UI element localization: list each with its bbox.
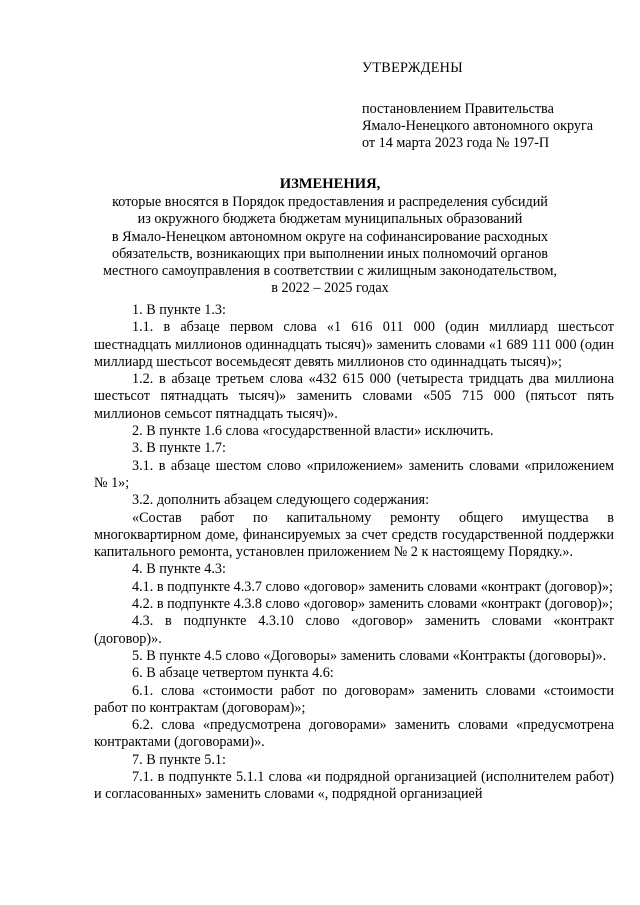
item-1: 1. В пункте 1.3: xyxy=(132,302,226,318)
item-1-1: 1.1. в абзаце первом слова «1 616 011 000 (один миллиард шестьсот шестнадцать миллионов одиннадцать тысяч)» заменить словами «1 689 111 000 (один миллиард шестьсот восемьдесят девять миллионов сто одиннадцать тысяч)»; xyxy=(94,319,614,370)
heading-line: из окружного бюджета бюджетам муниципальных образований xyxy=(137,211,523,228)
approval-line: от 14 марта 2023 года № 197-П xyxy=(362,135,550,151)
heading-line: в 2022 – 2025 годах xyxy=(271,280,389,297)
item-3-1: 3.1. в абзаце шестом слово «приложением» заменить словами «приложением № 1»; xyxy=(94,457,614,491)
item-4-3: 4.3. в подпункте 4.3.10 слово «договор» заменить словами «контракт (договор)». xyxy=(94,613,614,647)
item-2: 2. В пункте 1.6 слова «государственной власти» исключить. xyxy=(132,423,494,440)
item-6-2: 6.2. слова «предусмотрена договорами» заменить словами «предусмотрена контрактами (договорами)». xyxy=(94,717,614,751)
item-3-2-text: «Состав работ по капитальному ремонту общего имущества в многоквартирном доме, финансируемых за счет средств государственной поддержки капитального ремонта, установлен приложением № 2 к настоящему Порядку.». xyxy=(94,509,614,561)
item-4-2: 4.2. в подпункте 4.3.8 слово «договор» заменить словами «контракт (договор)»; xyxy=(132,596,613,613)
approval-block xyxy=(362,60,624,152)
document-title: ИЗМЕНЕНИЯ, xyxy=(279,176,381,192)
item-4: 4. В пункте 4.3: xyxy=(132,561,226,578)
item-3-2: 3.2. дополнить абзацем следующего содержания: xyxy=(132,492,430,509)
document-heading xyxy=(60,176,600,297)
item-3: 3. В пункте 1.7: xyxy=(132,440,226,457)
heading-line: которые вносятся в Порядок предоставления и распределения субсидий xyxy=(112,194,548,211)
heading-line: местного самоуправления в соответствии с жилищным законодательством, xyxy=(103,263,557,280)
item-7: 7. В пункте 5.1: xyxy=(132,751,226,768)
item-6: 6. В абзаце четвертом пункта 4.6: xyxy=(132,665,334,682)
document-body xyxy=(94,302,614,804)
item-1-2: 1.2. в абзаце третьем слова «432 615 000 (четыреста тридцать два миллиона шестьсот пятнадцать тысяч)» заменить словами «505 715 000 (пятьсот пять миллионов семьсот пятнадцать тысяч)». xyxy=(94,371,614,422)
approval-line: постановлением Правительства xyxy=(362,101,554,117)
approval-stamp: УТВЕРЖДЕНЫ xyxy=(362,60,463,76)
approval-line: Ямало-Ненецкого автономного округа xyxy=(362,118,594,134)
item-5: 5. В пункте 4.5 слово «Договоры» заменить словами «Контракты (договоры)». xyxy=(132,647,607,664)
item-7-1: 7.1. в подпункте 5.1.1 слова «и подрядной организацией (исполнителем работ) и согласованных» заменить словами «, подрядной организацией xyxy=(94,769,614,803)
heading-line: обязательств, возникающих при выполнении иных полномочий органов xyxy=(111,245,549,262)
heading-line: в Ямало-Ненецком автономном округе на софинансирование расходных xyxy=(111,228,549,245)
item-6-1: 6.1. слова «стоимости работ по договорам» заменить словами «стоимости работ по контрактам (договорам)»; xyxy=(94,682,614,716)
item-4-1: 4.1. в подпункте 4.3.7 слово «договор» заменить словами «контракт (договор)»; xyxy=(132,578,613,595)
